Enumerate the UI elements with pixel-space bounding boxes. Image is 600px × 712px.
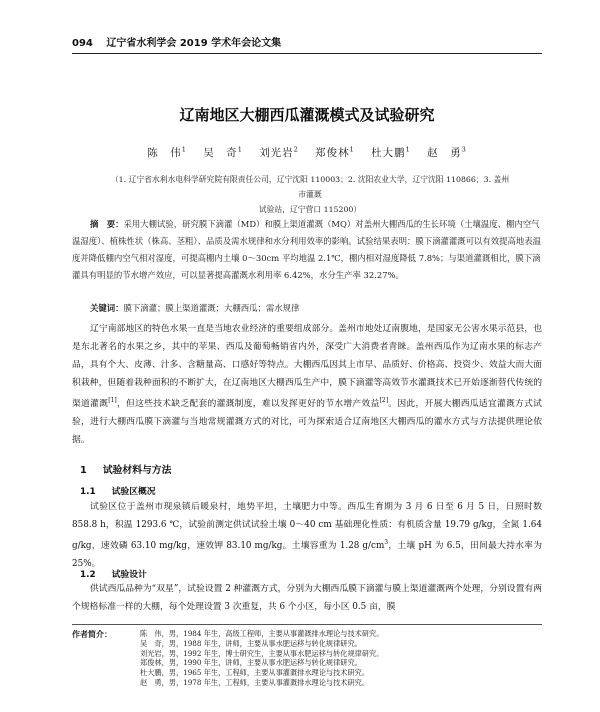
author-affil-mark: 3: [461, 145, 467, 154]
intro-text: 辽宁南部地区的特色水果一直是当地农业经济的重要组成部分。盖州市地处辽南腹地，是国家无公害水果示范县，也是东北著名的水果之乡，其中的苹果、西瓜及葡萄畅销省内外，深受广大消费者青睐。盖州西瓜作为辽南水果的标志产品，具有个大、皮薄、汁多、含糖量高、口感好等特点。大棚西瓜因其上市早、品质好、价格高、投资少、效益大而大面积栽种，但随着栽种面积的不断扩大，在辽南地区大棚西瓜生产中，膜下滴灌等高效节水灌溉技术已开始逐渐替代传统的渠道灌溉: [72, 324, 542, 409]
subsection-number: 1.2: [80, 570, 96, 580]
header-rule: [72, 53, 542, 54]
site-text: 试验区位于盖州市现泉镇后暖泉村，地势平坦，土壤肥力中等。西瓜生育期为 3 月 6 日至 6 月 5 日，日照时数 858.8 h，积温 1293.6 ℃，试验前测定供试试验土壤 0～40 cm 基础理化性质：有机质含量 19.79 g/kg，全氮 1.64 g/kg，速效磷 63.10 mg/kg，速效钾 83.10 mg/kg。土壤容重为 1.28 g/cm: [72, 502, 542, 551]
keywords-text: 膜下滴灌；膜上渠道灌溉；大棚西瓜；需水规律: [123, 303, 300, 313]
author-affil-mark: 1: [405, 145, 411, 154]
author-name: 陈 伟: [147, 147, 182, 159]
author: [427, 147, 467, 159]
subsection-heading: [80, 484, 156, 497]
citation-ref[interactable]: [1]: [108, 397, 117, 404]
footnote-list: [140, 629, 540, 688]
keywords-label: 关键词：: [90, 303, 124, 313]
author-name: 吴 奇: [203, 147, 238, 159]
affiliations: [110, 172, 510, 217]
abstract-text: 采用大棚试验，研究膜下滴灌（MD）和膜上渠道灌溉（MQ）对盖州大棚西瓜的生长环境（土壤温度、棚内空气温湿度）、植株性状（株高、茎粗）、品质及需水规律和水分利用效率的影响。试验结果表明：膜下滴灌灌溉可以有效提高地表温度并降低棚内空气相对湿度，可提高棚内土壤 0～30cm 平均地温 2.1℃，棚内相对湿度降低 7.8%；与渠道灌溉相比，膜下滴灌具有明显的节水增产效应，可以显著提高灌溉水利用率 6.42%，水分生产率 32.27%。: [72, 219, 541, 280]
author-affil-mark: 1: [181, 145, 187, 154]
superscript: 3: [384, 539, 389, 546]
author: [203, 147, 243, 159]
subsection-heading: [80, 567, 147, 580]
footnote-row: 郑俊林，男，1990 年生，讲师，主要从事水肥运移与转化规律研究。: [140, 658, 362, 668]
author-list: [72, 145, 542, 160]
running-header: [72, 34, 542, 50]
author-name: 郑俊林: [315, 147, 350, 159]
author: [147, 147, 187, 159]
subsection-number: 1.1: [80, 487, 96, 497]
footnote-row: 刘光岩，男，1992 年生，博士研究生，主要从事水肥运移与转化规律研究。: [140, 648, 384, 658]
page-number: 094: [72, 38, 93, 49]
intro-text-end: 。因此，开展大棚西瓜适宜灌溉方式试验，进行大棚西瓜膜下滴灌与当地常规灌溉方式的对比，可为探索适合辽南地区大棚西瓜的灌水方式与方法提供理论依据。: [72, 398, 542, 445]
footnote-label: 作者简介：: [72, 630, 112, 639]
keywords: [90, 302, 540, 314]
paper-title: 辽南地区大棚西瓜灌溉模式及试验研究: [179, 106, 435, 124]
author-affil-mark: 1: [349, 145, 355, 154]
citation-ref[interactable]: [2]: [379, 397, 389, 404]
author: [371, 147, 411, 159]
site-paragraph: [72, 498, 542, 573]
journal-name: 辽宁省水利学会 2019 学术年会论文集: [106, 38, 282, 49]
section-heading: [80, 462, 171, 476]
author-name: 赵 勇: [427, 147, 462, 159]
section-title: 试验材料与方法: [102, 465, 172, 476]
footnote-row: 吴 奇，男，1988 年生，讲师，主要从事水肥运移与转化规律研究。: [140, 638, 362, 648]
author: [315, 147, 355, 159]
affiliation-line: 试验站，辽宁营口 115200）: [258, 205, 362, 214]
site-text-end: ，土壤 pH 为 6.5，田间最大持水率为 25%。: [72, 540, 542, 569]
subsection-title: 试验设计: [111, 570, 147, 580]
subsection-title: 试验区概况: [111, 487, 156, 497]
intro-paragraph: [72, 320, 542, 449]
author-affil-mark: 2: [293, 145, 299, 154]
intro-text-mid: ，但这些技术缺乏配套的灌溉制度，难以发挥更好的节水增产效益: [116, 398, 380, 409]
affiliation-line: （1. 辽宁省水利水电科学研究院有限责任公司，辽宁沈阳 110003；2. 沈阳农业大学，辽宁沈阳 110866；3. 盖州市灌溉: [110, 175, 510, 199]
footnote-row: 陈 伟，男，1984 年生，高级工程师，主要从事灌溉排水理论与技术研究。: [140, 629, 384, 638]
author-affil-mark: 1: [237, 145, 243, 154]
design-text: 供试西瓜品种为“双星”，试验设置 2 种灌溉方式，分别为大棚西瓜膜下滴灌与膜上渠道灌溉两个处理，分别设置有两个规格标准一样的大棚，每个处理设置 3 次重复，共 6 个小区，每小区 0.5 亩，膜: [72, 584, 542, 612]
author: [259, 147, 299, 159]
author-name: 刘光岩: [259, 147, 294, 159]
abstract: [72, 216, 542, 284]
footnote-row: 杜大鹏，男，1965 年生，工程师，主要从事灌溉排水理论与技术研究。: [140, 668, 370, 678]
author-name: 杜大鹏: [371, 147, 406, 159]
footnote-row: 赵 勇，男，1978 年生，工程师，主要从事灌溉排水理论与技术研究。: [140, 677, 370, 687]
section-number: 1: [80, 465, 87, 476]
abstract-label: 摘 要：: [90, 219, 124, 229]
design-paragraph: [72, 580, 542, 616]
footnote-rule: [72, 624, 542, 625]
